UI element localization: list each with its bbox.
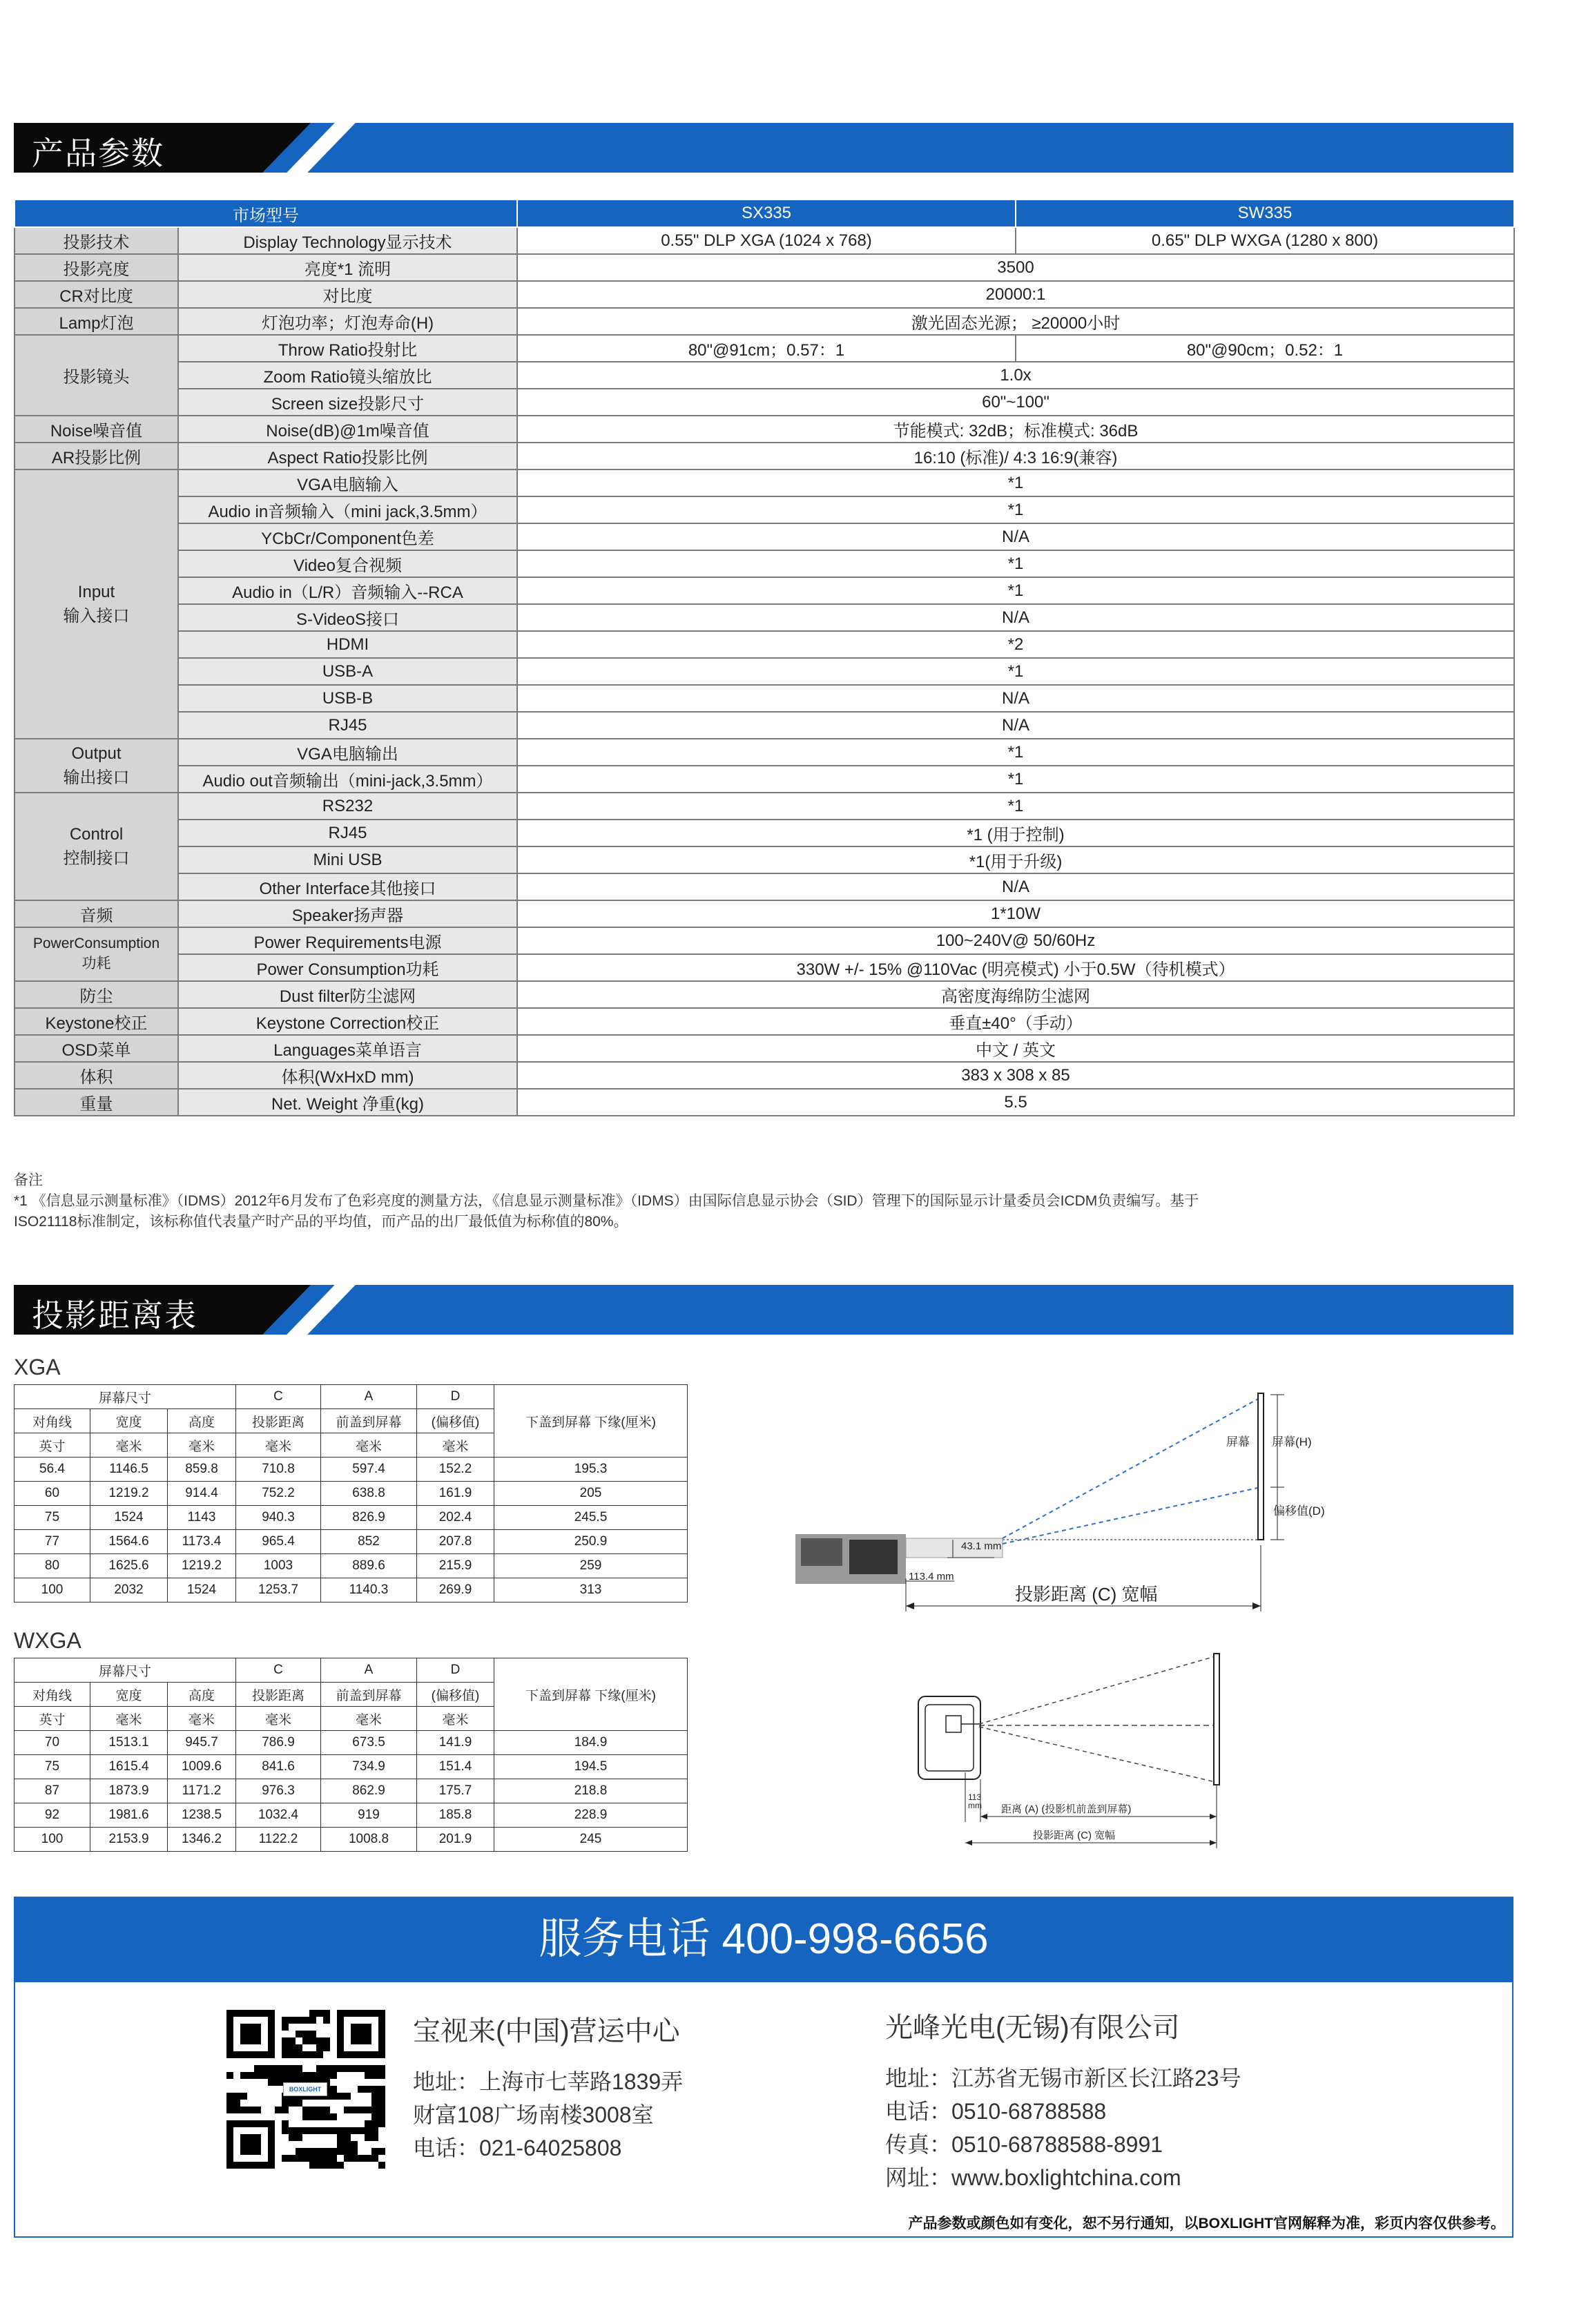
spec-category: PowerConsumption 功耗 bbox=[14, 927, 178, 981]
table-cell: 1625.6 bbox=[90, 1554, 168, 1578]
spec-value: N/A bbox=[517, 685, 1514, 712]
spec-value: 垂直±40°（手动） bbox=[517, 1008, 1514, 1035]
header-cell: D bbox=[417, 1658, 494, 1683]
spec-row bbox=[14, 469, 1514, 496]
table-row bbox=[14, 1578, 688, 1602]
spec-category: Output 输出接口 bbox=[14, 739, 178, 793]
table-cell: 75 bbox=[14, 1506, 90, 1530]
table-cell: 80 bbox=[14, 1554, 90, 1578]
spec-item: Video复合视频 bbox=[178, 550, 517, 577]
header-cell: 毫米 bbox=[90, 1433, 168, 1458]
spec-item: S-VideoS接口 bbox=[178, 604, 517, 631]
spec-value: *1 bbox=[517, 577, 1514, 604]
header-cell: 对角线 bbox=[14, 1409, 90, 1433]
table-cell: 826.9 bbox=[321, 1506, 417, 1530]
table-cell: 56.4 bbox=[14, 1458, 90, 1482]
table-cell: 60 bbox=[14, 1482, 90, 1506]
table-cell: 184.9 bbox=[494, 1731, 688, 1755]
header-cell: 屏幕尺寸 bbox=[14, 1385, 236, 1409]
table-cell: 862.9 bbox=[321, 1779, 417, 1803]
table-cell: 1253.7 bbox=[236, 1578, 321, 1602]
spec-row bbox=[14, 523, 1514, 550]
spec-item: 灯泡功率；灯泡寿命(H) bbox=[178, 308, 517, 335]
spec-row bbox=[14, 820, 1514, 846]
notes-line: ISO21118标准制定，该标称值代表量产时产品的平均值，而产品的出厂最低值为标称值的80%。 bbox=[14, 1214, 628, 1230]
table-cell: 734.9 bbox=[321, 1755, 417, 1779]
right-address-line: 地址：江苏省无锡市新区长江路23号 bbox=[885, 2066, 1241, 2091]
header-cell: 高度 bbox=[168, 1409, 236, 1433]
table-cell: 1171.2 bbox=[168, 1779, 236, 1803]
spec-value: *1 bbox=[517, 469, 1514, 496]
table-row bbox=[14, 1828, 688, 1852]
spec-value: 60"~100" bbox=[517, 389, 1514, 416]
disclaimer: 产品参数或颜色如有变化，恕不另行通知，以BOXLIGHT官网解释为准，彩页内容仅供参考。 bbox=[908, 2216, 1505, 2231]
header-cell: C bbox=[236, 1658, 321, 1683]
spec-value: *1 bbox=[517, 739, 1514, 766]
table-cell: 100 bbox=[14, 1828, 90, 1852]
header-cell: 宽度 bbox=[90, 1409, 168, 1433]
spec-item: Speaker扬声器 bbox=[178, 900, 517, 927]
left-phone-line: 电话：021-64025808 bbox=[413, 2136, 622, 2160]
table-cell: 940.3 bbox=[236, 1506, 321, 1530]
spec-value: *1 (用于控制) bbox=[517, 820, 1514, 846]
spec-category: 投影镜头 bbox=[14, 335, 178, 416]
table-cell: 852 bbox=[321, 1530, 417, 1554]
xga-projection-diagram bbox=[787, 1374, 1519, 1623]
spec-row bbox=[14, 712, 1514, 739]
spec-item: RJ45 bbox=[178, 820, 517, 846]
screen-shape bbox=[1214, 1654, 1219, 1785]
header-cell: A bbox=[321, 1385, 417, 1409]
table-cell: 259 bbox=[494, 1554, 688, 1578]
spec-item: Net. Weight 净重(kg) bbox=[178, 1089, 517, 1116]
table-cell: 195.3 bbox=[494, 1458, 688, 1482]
spec-value: 高密度海绵防尘滤网 bbox=[517, 981, 1514, 1008]
table-cell: 151.4 bbox=[417, 1755, 494, 1779]
table-cell: 1219.2 bbox=[90, 1482, 168, 1506]
notes bbox=[14, 1170, 1513, 1232]
spec-value: 中文 / 英文 bbox=[517, 1035, 1514, 1062]
table-cell: 152.2 bbox=[417, 1458, 494, 1482]
spec-value: N/A bbox=[517, 523, 1514, 550]
screen-h-label: 屏幕(H) bbox=[1272, 1435, 1312, 1449]
xga-label: XGA bbox=[14, 1355, 61, 1379]
table-cell: 205 bbox=[494, 1482, 688, 1506]
spec-category: 体积 bbox=[14, 1062, 178, 1089]
spec-row bbox=[14, 739, 1514, 766]
table-cell: 1173.4 bbox=[168, 1530, 236, 1554]
spec-item: Screen size投影尺寸 bbox=[178, 389, 517, 416]
right-fax-line: 传真：0510-68788588-8991 bbox=[885, 2132, 1163, 2157]
table-cell: 218.8 bbox=[494, 1779, 688, 1803]
offset-d-label: 偏移值(D) bbox=[1273, 1504, 1325, 1518]
spec-category: 重量 bbox=[14, 1089, 178, 1116]
table-cell: 976.3 bbox=[236, 1779, 321, 1803]
spec-item: Noise(dB)@1m噪音值 bbox=[178, 416, 517, 443]
spec-row bbox=[14, 254, 1514, 281]
header-cell: SX335 bbox=[517, 200, 1016, 227]
right-website-line: 网址：www.boxlightchina.com bbox=[885, 2165, 1181, 2190]
spec-item: HDMI bbox=[178, 631, 517, 658]
table-cell: 250.9 bbox=[494, 1530, 688, 1554]
left-address-line: 财富108广场南楼3008室 bbox=[413, 2102, 654, 2127]
spec-value: 1*10W bbox=[517, 900, 1514, 927]
spec-row bbox=[14, 631, 1514, 658]
table-cell: 752.2 bbox=[236, 1482, 321, 1506]
spec-item: Throw Ratio投射比 bbox=[178, 335, 517, 362]
spec-row bbox=[14, 550, 1514, 577]
table-cell: 1032.4 bbox=[236, 1803, 321, 1828]
table-cell: 269.9 bbox=[417, 1578, 494, 1602]
spec-item: Audio out音频输出（mini-jack,3.5mm） bbox=[178, 766, 517, 793]
table-cell: 914.4 bbox=[168, 1482, 236, 1506]
header-cell: 下盖到屏幕 下缘(厘米) bbox=[494, 1658, 688, 1731]
spec-row bbox=[14, 900, 1514, 927]
right-company-title: 光峰光电(无锡)有限公司 bbox=[885, 2013, 1180, 2043]
spec-value: 节能模式: 32dB；标准模式: 36dB bbox=[517, 416, 1514, 443]
spec-row bbox=[14, 416, 1514, 443]
section-title: 投影距离表 bbox=[32, 1297, 197, 1333]
spec-row bbox=[14, 604, 1514, 631]
spec-value: *1 bbox=[517, 550, 1514, 577]
spec-item: Dust filter防尘滤网 bbox=[178, 981, 517, 1008]
dim-43-label: 43.1 mm bbox=[961, 1540, 1002, 1552]
table-cell: 1524 bbox=[168, 1578, 236, 1602]
table-cell: 201.9 bbox=[417, 1828, 494, 1852]
table-row bbox=[14, 1458, 688, 1482]
spec-category: 防尘 bbox=[14, 981, 178, 1008]
table-cell: 786.9 bbox=[236, 1731, 321, 1755]
spec-row bbox=[14, 981, 1514, 1008]
spec-item: Display Technology显示技术 bbox=[178, 227, 517, 254]
table-cell: 1009.6 bbox=[168, 1755, 236, 1779]
spec-item: Power Consumption功耗 bbox=[178, 954, 517, 981]
table-cell: 2032 bbox=[90, 1578, 168, 1602]
table-cell: 228.9 bbox=[494, 1803, 688, 1828]
spec-item: 亮度*1 流明 bbox=[178, 254, 517, 281]
table-cell: 185.8 bbox=[417, 1803, 494, 1828]
spec-value: 激光固态光源； ≥20000小时 bbox=[517, 308, 1514, 335]
spec-row bbox=[14, 954, 1514, 981]
spec-row bbox=[14, 793, 1514, 820]
spec-item: RJ45 bbox=[178, 712, 517, 739]
section-header-params bbox=[14, 123, 1513, 173]
spec-row bbox=[14, 227, 1514, 254]
table-row bbox=[14, 1731, 688, 1755]
service-phone-bar: 服务电话 400-998-6656 bbox=[14, 1897, 1513, 1982]
distance-label: 投影距离 (C) 宽幅 bbox=[1015, 1584, 1158, 1605]
spec-item: VGA电脑输出 bbox=[178, 739, 517, 766]
table-cell: 87 bbox=[14, 1779, 90, 1803]
header-cell: 对角线 bbox=[14, 1683, 90, 1707]
header-cell: 毫米 bbox=[168, 1433, 236, 1458]
header-cell: SW335 bbox=[1016, 200, 1514, 227]
table-cell: 1615.4 bbox=[90, 1755, 168, 1779]
spec-item: 体积(WxHxD mm) bbox=[178, 1062, 517, 1089]
spec-table bbox=[14, 199, 1515, 1116]
header-cell: (偏移值) bbox=[417, 1409, 494, 1433]
table-cell: 1981.6 bbox=[90, 1803, 168, 1828]
table-cell: 202.4 bbox=[417, 1506, 494, 1530]
spec-row bbox=[14, 1062, 1514, 1089]
table-cell: 1564.6 bbox=[90, 1530, 168, 1554]
spec-item: VGA电脑输入 bbox=[178, 469, 517, 496]
spec-item: USB-A bbox=[178, 658, 517, 685]
spec-value: 0.55" DLP XGA (1024 x 768) bbox=[517, 227, 1016, 254]
header-cell: A bbox=[321, 1658, 417, 1683]
wxga-label: WXGA bbox=[14, 1628, 81, 1653]
spec-row bbox=[14, 846, 1514, 873]
table-cell: 1238.5 bbox=[168, 1803, 236, 1828]
spec-row bbox=[14, 1035, 1514, 1062]
distance-a-label: 距离 (A) (投影机前盖到屏幕) bbox=[1001, 1803, 1132, 1815]
notes-line: *1 《信息显示测量标准》（IDMS）2012年6月发布了色彩亮度的测量方法，《信息显示测量标准》（IDMS）由国际信息显示协会（SID）管理下的国际显示计量委员会ICDM负责编写。基于 bbox=[14, 1193, 1199, 1209]
header-cell: 毫米 bbox=[417, 1433, 494, 1458]
screen-shape bbox=[1258, 1393, 1264, 1540]
spec-item: Audio in音频输入（mini jack,3.5mm） bbox=[178, 496, 517, 523]
dim-113-label: 113 mm bbox=[968, 1792, 982, 1810]
section-title: 产品参数 bbox=[32, 135, 164, 171]
table-cell: 1219.2 bbox=[168, 1554, 236, 1578]
table-cell: 965.4 bbox=[236, 1530, 321, 1554]
table-row bbox=[14, 1755, 688, 1779]
spec-item: Audio in（L/R）音频输入--RCA bbox=[178, 577, 517, 604]
spec-row bbox=[14, 685, 1514, 712]
table-header-row bbox=[14, 1385, 688, 1409]
header-cell: 下盖到屏幕 下缘(厘米) bbox=[494, 1385, 688, 1458]
header-cell: 市场型号 bbox=[14, 200, 517, 227]
spec-value: 5.5 bbox=[517, 1089, 1514, 1116]
spec-item: RS232 bbox=[178, 793, 517, 820]
table-cell: 2153.9 bbox=[90, 1828, 168, 1852]
qr-brand-logo: BOXLIGHT bbox=[283, 2082, 327, 2096]
table-cell: 1146.5 bbox=[90, 1458, 168, 1482]
spec-row bbox=[14, 362, 1514, 389]
spec-row bbox=[14, 308, 1514, 335]
spec-value: 16:10 (标准)/ 4:3 16:9(兼容) bbox=[517, 443, 1514, 469]
header-cell: 投影距离 bbox=[236, 1409, 321, 1433]
table-cell: 841.6 bbox=[236, 1755, 321, 1779]
spec-category: AR投影比例 bbox=[14, 443, 178, 469]
spec-item: Power Requirements电源 bbox=[178, 927, 517, 954]
header-cell: 毫米 bbox=[321, 1707, 417, 1731]
header-cell: (偏移值) bbox=[417, 1683, 494, 1707]
spec-item: Zoom Ratio镜头缩放比 bbox=[178, 362, 517, 389]
table-cell: 92 bbox=[14, 1803, 90, 1828]
spec-category: Lamp灯泡 bbox=[14, 308, 178, 335]
spec-category: Keystone校正 bbox=[14, 1008, 178, 1035]
spec-value: 20000:1 bbox=[517, 281, 1514, 308]
table-cell: 1143 bbox=[168, 1506, 236, 1530]
spec-value: *1 bbox=[517, 658, 1514, 685]
spec-row bbox=[14, 335, 1514, 362]
spec-item: Languages菜单语言 bbox=[178, 1035, 517, 1062]
spec-category: Noise噪音值 bbox=[14, 416, 178, 443]
spec-value: *1(用于升级) bbox=[517, 846, 1514, 873]
table-cell: 75 bbox=[14, 1755, 90, 1779]
spec-row bbox=[14, 1089, 1514, 1116]
table-cell: 207.8 bbox=[417, 1530, 494, 1554]
table-row bbox=[14, 1779, 688, 1803]
header-cell: C bbox=[236, 1385, 321, 1409]
spec-value: *1 bbox=[517, 766, 1514, 793]
table-cell: 1513.1 bbox=[90, 1731, 168, 1755]
spec-item: Mini USB bbox=[178, 846, 517, 873]
spec-category: Input 输入接口 bbox=[14, 469, 178, 739]
notes-label: 备注 bbox=[14, 1172, 43, 1188]
spec-row bbox=[14, 927, 1514, 954]
spec-category: CR对比度 bbox=[14, 281, 178, 308]
header-cell: 英寸 bbox=[14, 1433, 90, 1458]
spec-category: 音频 bbox=[14, 900, 178, 927]
table-row bbox=[14, 1530, 688, 1554]
header-cell: 前盖到屏幕 bbox=[321, 1683, 417, 1707]
spec-row bbox=[14, 766, 1514, 793]
spec-row bbox=[14, 873, 1514, 900]
spec-row bbox=[14, 281, 1514, 308]
xga-distance-table bbox=[14, 1384, 688, 1602]
table-cell: 638.8 bbox=[321, 1482, 417, 1506]
spec-header-row bbox=[14, 200, 1514, 227]
spec-value: 330W +/- 15% @110Vac (明亮模式) 小于0.5W（待机模式） bbox=[517, 954, 1514, 981]
table-cell: 175.7 bbox=[417, 1779, 494, 1803]
table-cell: 1140.3 bbox=[321, 1578, 417, 1602]
table-cell: 245.5 bbox=[494, 1506, 688, 1530]
wxga-distance-table bbox=[14, 1658, 688, 1852]
spec-row bbox=[14, 496, 1514, 523]
spec-row bbox=[14, 658, 1514, 685]
spec-value: N/A bbox=[517, 873, 1514, 900]
table-cell: 1873.9 bbox=[90, 1779, 168, 1803]
header-cell: 前盖到屏幕 bbox=[321, 1409, 417, 1433]
table-header-row bbox=[14, 1658, 688, 1683]
header-cell: 毫米 bbox=[236, 1433, 321, 1458]
table-row bbox=[14, 1554, 688, 1578]
table-cell: 1003 bbox=[236, 1554, 321, 1578]
header-cell: 屏幕尺寸 bbox=[14, 1658, 236, 1683]
spec-item: Keystone Correction校正 bbox=[178, 1008, 517, 1035]
right-phone-line: 电话：0510-68788588 bbox=[885, 2099, 1107, 2124]
spec-row bbox=[14, 577, 1514, 604]
table-row bbox=[14, 1506, 688, 1530]
spec-item: USB-B bbox=[178, 685, 517, 712]
header-cell: 宽度 bbox=[90, 1683, 168, 1707]
table-cell: 141.9 bbox=[417, 1731, 494, 1755]
spec-item: Aspect Ratio投影比例 bbox=[178, 443, 517, 469]
spec-item: 对比度 bbox=[178, 281, 517, 308]
distance-c-label: 投影距离 (C) 宽幅 bbox=[1033, 1830, 1116, 1841]
table-cell: 919 bbox=[321, 1803, 417, 1828]
spec-row bbox=[14, 443, 1514, 469]
spec-row bbox=[14, 389, 1514, 416]
spec-category: 投影技术 bbox=[14, 227, 178, 254]
table-cell: 70 bbox=[14, 1731, 90, 1755]
table-cell: 1346.2 bbox=[168, 1828, 236, 1852]
table-cell: 597.4 bbox=[321, 1458, 417, 1482]
spec-category: 投影亮度 bbox=[14, 254, 178, 281]
spec-value: *1 bbox=[517, 793, 1514, 820]
table-cell: 194.5 bbox=[494, 1755, 688, 1779]
header-cell: 毫米 bbox=[90, 1707, 168, 1731]
header-cell: 投影距离 bbox=[236, 1683, 321, 1707]
header-cell: 毫米 bbox=[168, 1707, 236, 1731]
spec-item: Other Interface其他接口 bbox=[178, 873, 517, 900]
left-company-title: 宝视来(中国)营运中心 bbox=[413, 2016, 680, 2046]
spec-value: 0.65" DLP WXGA (1280 x 800) bbox=[1016, 227, 1514, 254]
table-cell: 100 bbox=[14, 1578, 90, 1602]
spec-value: 80"@90cm；0.52：1 bbox=[1016, 335, 1514, 362]
spec-value: *2 bbox=[517, 631, 1514, 658]
wxga-projection-diagram bbox=[898, 1647, 1450, 1868]
table-row bbox=[14, 1803, 688, 1828]
header-cell: 英寸 bbox=[14, 1707, 90, 1731]
header-cell: 毫米 bbox=[321, 1433, 417, 1458]
table-cell: 673.5 bbox=[321, 1731, 417, 1755]
spec-value: *1 bbox=[517, 496, 1514, 523]
table-cell: 1122.2 bbox=[236, 1828, 321, 1852]
table-cell: 245 bbox=[494, 1828, 688, 1852]
spec-value: 3500 bbox=[517, 254, 1514, 281]
table-cell: 161.9 bbox=[417, 1482, 494, 1506]
spec-value: N/A bbox=[517, 712, 1514, 739]
table-cell: 1524 bbox=[90, 1506, 168, 1530]
spec-category: Control 控制接口 bbox=[14, 793, 178, 900]
spec-item: YCbCr/Component色差 bbox=[178, 523, 517, 550]
table-cell: 859.8 bbox=[168, 1458, 236, 1482]
table-cell: 889.6 bbox=[321, 1554, 417, 1578]
header-cell: 毫米 bbox=[236, 1707, 321, 1731]
spec-value: N/A bbox=[517, 604, 1514, 631]
header-cell: 高度 bbox=[168, 1683, 236, 1707]
spec-value: 100~240V@ 50/60Hz bbox=[517, 927, 1514, 954]
dim-113-label: 113.4 mm bbox=[909, 1571, 954, 1582]
spec-value: 1.0x bbox=[517, 362, 1514, 389]
header-cell: 毫米 bbox=[417, 1707, 494, 1731]
table-cell: 313 bbox=[494, 1578, 688, 1602]
spec-category: OSD菜单 bbox=[14, 1035, 178, 1062]
spec-value: 383 x 308 x 85 bbox=[517, 1062, 1514, 1089]
header-cell: D bbox=[417, 1385, 494, 1409]
table-cell: 77 bbox=[14, 1530, 90, 1554]
screen-label: 屏幕 bbox=[1226, 1435, 1250, 1449]
table-cell: 710.8 bbox=[236, 1458, 321, 1482]
table-row bbox=[14, 1482, 688, 1506]
projector-outline bbox=[918, 1696, 980, 1779]
spec-value: 80"@91cm；0.57：1 bbox=[517, 335, 1016, 362]
section-header-distance bbox=[14, 1285, 1513, 1335]
spec-row bbox=[14, 1008, 1514, 1035]
left-address-line: 地址：上海市七莘路1839弄 bbox=[413, 2069, 684, 2094]
table-cell: 1008.8 bbox=[321, 1828, 417, 1852]
table-cell: 945.7 bbox=[168, 1731, 236, 1755]
table-cell: 215.9 bbox=[417, 1554, 494, 1578]
